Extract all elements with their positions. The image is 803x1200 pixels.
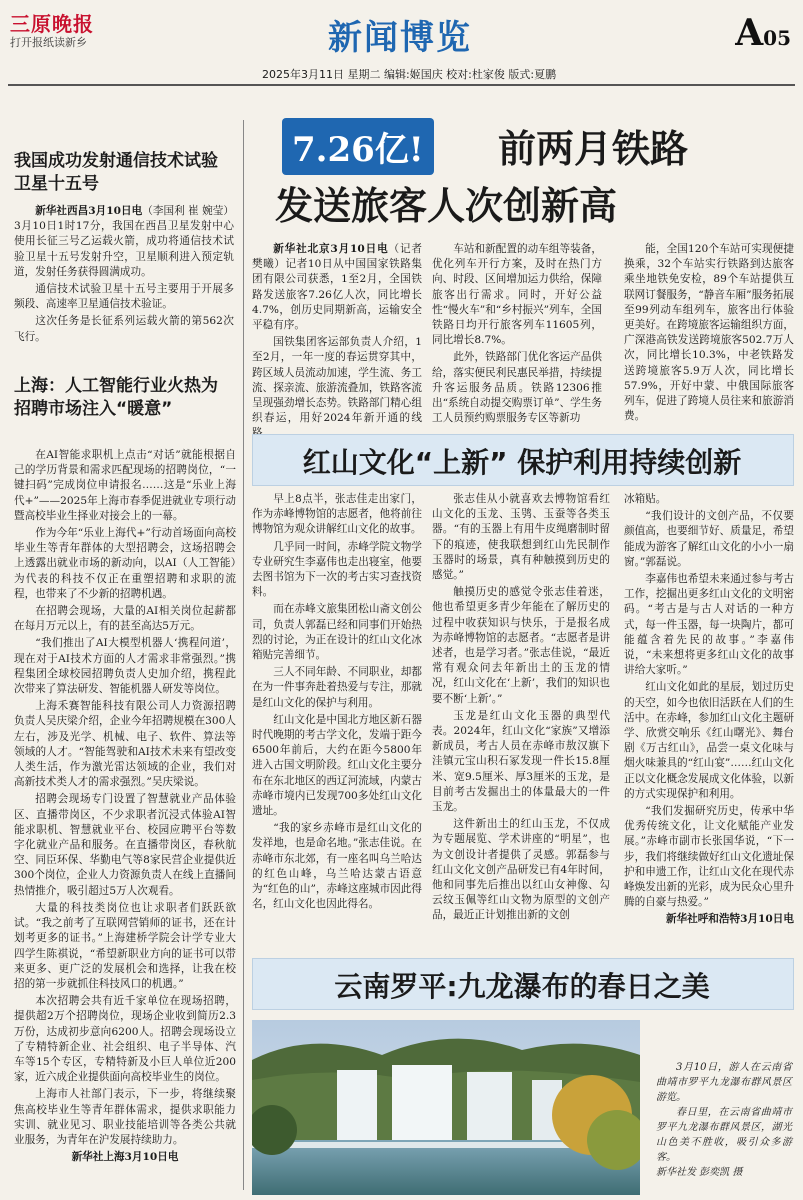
main3-title: 云南罗平:九龙瀑布的春日之美	[334, 970, 710, 1003]
headline-line1: 前两月铁路	[498, 127, 689, 171]
masthead-slogan: 打开报纸读新乡	[10, 36, 87, 49]
header-rule	[8, 84, 795, 86]
caption-byline: 新华社发 彭奕凯 摄	[656, 1167, 743, 1178]
main1-col1-t0: （记者 樊曦）记者10日从中国国家铁路集团有限公司获悉，1至2月，全国铁路发送旅客7.26亿人次，同比增长4.7%，创历史同期新高，运输安全平稳有序。	[252, 243, 422, 332]
main2-col2-p1: 触摸历史的感觉令张志佳着迷，他也希望更多青少年能在了解历史的过程中收获知识与快乐，于是报名成为赤峰博物馆的志愿者。“志愿者是讲述者，也是学习者。”张志佳说，“最近常有观众问去年新出土的玉龙的情况，红山文化在‘上新’，我们的知识也要不断‘上新’。”	[432, 586, 610, 705]
side1-lead: 新华社西昌3月10日电	[35, 205, 143, 217]
main1-col3-p0: 能，全国120个车站可实现便捷换乘，32个车站实行铁路到达旅客乘坐地铁免安检，89个车站提供互联网订餐服务，“静音车厢”服务拓展至99列动车组列车，旅客出行体验更美好。在跨境旅客运输组织方面，广深港高铁发送跨境旅客502.7万人次，同比增长10.3%，中老铁路发送跨境旅客5.9万人次，同比增长57.9%，开好中蒙、中俄国际旅客列车，促进了跨境人员往来和旅游消费。	[624, 243, 794, 423]
main2-col3-p1: “我们设计的文创产品，不仅要颜值高，也要细节好、质量足，希望能成为游客了解红山文化的小小一扇窗。”郭磊说。	[624, 510, 794, 568]
main1-lead: 新华社北京3月10日电	[273, 243, 389, 255]
side1-p1: 通信技术试验卫星十五号主要用于开展多频段、高速率卫星通信技术验证。	[14, 283, 234, 311]
main2-col1-p1: 几乎同一时间，赤峰学院文物学专业研究生李嘉伟也走出寝室，他要去图书馆为下一次的考古实习查找资料。	[252, 540, 422, 599]
main2-col3	[624, 492, 794, 930]
main1-col1-p1: 国铁集团客运部负责人介绍，1至2月，一年一度的春运贯穿其中，跨区域人员流动加速，学生流、务工流、探亲流、旅游流叠加，铁路客流呈现强劲增长态势。铁路部门精心组织春运，用好2024年新开通的线	[252, 336, 422, 425]
side2-p7: 本次招聘会共有近千家单位在现场招聘，提供超2万个招聘岗位，现场企业收到简历2.3万份，达成初步意向6200人。招聘会现场设立了专精特新企业、社会组织、电子半导体、汽车等15个专区，专精特新及小巨人单位近200家，近六成企业提供面向高校毕业生的岗位。	[14, 995, 236, 1084]
main1-col2-p1: 此外，铁路部门优化客运产品供给，落实便民利民惠民举措，持续提升客运服务品质。铁路12306推出“系统自动提交购票订单”、学生务工人员预约购票服务专区等新功	[432, 351, 602, 425]
photo-caption	[656, 1060, 792, 1180]
side1-title: 我国成功发射通信技术试验卫星十五号	[14, 151, 218, 194]
side2-p6: 大量的科技类岗位也让求职者们跃跃欲试。“我之前考了互联网营销师的证书，还在计划考更多的证书。”上海建桥学院会计学专业大四学生陈祺说，“希望新职业方向的证书可以带来更多、更广泛的发展机会和选择，让我在校招的第一步就抓住科技风口的机遇。”	[14, 901, 236, 990]
side2-title: 上海：人工智能行业火热为招聘市场注入“暖意”	[14, 376, 218, 419]
side1-p0: （李国利 崔 婉莹）3月10日1时17分，我国在西昌卫星发射中心使用长征三号乙运载火箭，成功将通信技术试验卫星十五号发射升空，卫星顺利进入预定轨道，发射任务获得圆满成功。	[14, 205, 234, 278]
main1-col3	[624, 242, 794, 426]
column-divider	[243, 120, 244, 1190]
side2-p4: 上海禾赛智能科技有限公司人力资源招聘负责人吴庆梁介绍，企业今年招聘规模在300人左右，涉及光学、机械、电子、软件、算法等领域的人才。“智能驾驶和AI技术未来有望改变人类生活，作为激光雷达领域的企业，我们对高新技术类人才的需求强烈。”吴庆梁说。	[14, 700, 236, 789]
waterfall-photo	[252, 1020, 640, 1195]
headline-line2: 发送旅客人次创新高	[275, 184, 618, 228]
headline-number: 7.26亿!	[282, 118, 434, 175]
main2-col1-p2: 而在赤峰文旅集团松山斋文创公司，负责人郭磊已经和同事们开始热烈的讨论，为正在设计的红山文化冰箱贴完善细节。	[252, 603, 422, 662]
main2-col2	[432, 492, 610, 926]
main2-col3-p0: 冰箱贴。	[624, 493, 667, 505]
section-title: 新闻博览	[328, 18, 472, 58]
page-letter: A	[735, 12, 764, 54]
main1-col2-p0: 车站和新配置的动车组等装备，优化列车开行方案，及时在热门方向、时段、区间增加运力供给，保障旅客出行需求。同时，开好公益性“慢火车”和“乡村振兴”列车，全国铁路日均开行旅客列车11605列，同比增长8.7%。	[432, 243, 602, 347]
side1-paragraph	[14, 204, 234, 280]
main2-col2-p3: 这件新出土的红山玉龙，不仅成为专题展览、学术讲座的“明星”，也为文创设计者提供了灵感。郭磊参与红山文化文创产品研发已有4年时间，他和同事先后推出以红山女神像、勾云纹玉佩等红山文物为原型的文创产品，最近正计划推出新的文创	[432, 818, 610, 922]
side2-p3: “我们推出了AI大模型机器人‘携程问道’，现在对于AI技术方面的人才需求非常强烈。”携程集团全球校园招聘负责人史加介绍，携程此次带来了算法研发、智能机器人研发等岗位。	[14, 637, 236, 696]
page-number	[735, 12, 791, 54]
main1-col1-p0	[252, 242, 422, 333]
page-digits: 05	[763, 26, 791, 50]
main2-byline: 新华社呼和浩特3月10日电	[665, 913, 794, 926]
main2-col1-p5: “我的家乡赤峰市是红山文化的发祥地，也是命名地。”张志佳说。在赤峰市东北郊，有一座名叫乌兰哈达的红色山峰，乌兰哈达蒙古语意为“红色的山”，赤峰这座城市因此得名，红山文化也因此得名。	[252, 822, 422, 911]
main1-col1	[252, 242, 422, 444]
main2-col1-p4: 红山文化是中国北方地区新石器时代晚期的考古学文化，发端于距今6500年前后，大约在距今5800年进入古国文明阶段。红山文化主要分布在东北地区的西辽河流域，内蒙古赤峰市境内已发现700多处红山文化遗址。	[252, 713, 422, 818]
side1-body	[14, 204, 234, 347]
side2-p8: 上海市人社部门表示，下一步，将继续聚焦高校毕业生等青年群体需求，提供求职能力实训、就业见习、职业技能培训等各类公共就业服务，为青年在沪发展持续助力。	[14, 1088, 236, 1146]
main2-col3-p3: 红山文化如此的星辰，划过历史的天空，如今也依旧活跃在人们的生活中。在赤峰，参加红山文化主题研学、欣赏交响乐《红山曙光》、舞台剧《万古红山》，品尝一桌文化味与烟火味兼具的“红山宴”……红山文化正以文化概念发展成文化体验，以新的方式实现保护和利用。	[624, 681, 794, 800]
side2-body	[14, 448, 236, 1167]
main2-col1-p3: 三人不同年龄、不同职业，却都在为一件事奔赴着热爱与专注，那就是红山文化的保护与利用。	[252, 666, 422, 709]
main2-col2-p0: 张志佳从小就喜欢去博物馆看红山文化的玉龙、玉鸮、玉蚕等各类玉器。“有的玉器上有用牛皮绳磨制时留下的痕迹，使我联想到红山先民制作玉器时的场景，真有种触摸到历史的感觉。”	[432, 493, 610, 582]
side1-p2: 这次任务是长征系列运载火箭的第562次飞行。	[14, 315, 234, 343]
side2-p5: 招聘会现场专门设置了智慧就业产品体验区、直播带岗区，不少求职者沉浸式体验AI智能求职机、智慧就业平台、校园应聘平台等数字化就业产品和服务。在直播带岗区，春秋航空、同臣环保、华勤电气等8家民营企业提供近300个岗位，企业人力资源负责人在线上直播间热情推介，吸引超过5万人次观看。	[14, 793, 236, 897]
dateline: 2025年3月11日 星期二 编辑:姬国庆 校对:杜家俊 版式:夏鹏	[262, 68, 557, 81]
main2-title: 红山文化“上新” 保护利用持续创新	[302, 446, 742, 479]
side2-p0: 在AI智能求职机上点击“对话”就能根据自己的学历背景和需求匹配现场的招聘岗位，“一键扫码”完成岗位申请报名……这是“乐业上海代+”——2025年上海市春季促进就业专项行动暨高校毕业生择业对接会上的一幕。	[14, 449, 236, 522]
main2-col1-p0: 早上8点半，张志佳走出家门，作为赤峰博物馆的志愿者，他将前往博物馆为观众讲解红山文化的故事。	[252, 493, 422, 536]
side2-p1: 作为今年“乐业上海代+”行动首场面向高校毕业生等青年群体的大型招聘会，这场招聘会上透露出就业市场的新动向，以AI（人工智能）为代表的科技不仅正在重塑招聘和求职的流程，也带来了不少新的招聘机遇。	[14, 527, 236, 600]
main2-col1	[252, 492, 422, 914]
main2-col3-p4: “我们发掘研究历史，传承中华优秀传统文化，让文化赋能产业发展。”赤峰市副市长张国华说，“下一步，我们将继续做好红山文化遗址保护和申遗工作，让红山文化在现代赤峰焕发出新的光彩，成为民众心里升腾的自豪与热爱。”	[624, 805, 794, 909]
side2-p2: 在招聘会现场，大量的AI相关岗位起薪都在每月万元以上，有的甚至高达5万元。	[14, 605, 236, 633]
caption-p1: 春日里，在云南省曲靖市罗平九龙瀑布群风景区，湖光山色美不胜收，吸引众多游客。	[656, 1107, 792, 1163]
side2-byline: 新华社上海3月10日电	[71, 1151, 179, 1164]
masthead-logo: 三原晚报	[10, 12, 94, 36]
waterfall-illustration	[252, 1020, 640, 1195]
caption-p0: 3月10日，游人在云南省曲靖市罗平九龙瀑布群风景区游览。	[656, 1062, 792, 1103]
main2-col2-p2: 玉龙是红山文化玉器的典型代表。2024年，红山文化“家族”又增添新成员，考古人员在赤峰市敖汉旗下洼镇元宝山积石冢发现一件长15.8厘米、宽9.5厘米、厚3厘米的玉龙，是目前考古发掘出土的体量最大的一件玉龙。	[432, 709, 610, 814]
main1-col2	[432, 242, 602, 428]
main2-col3-p2: 李嘉伟也希望未来通过参与考古工作，挖掘出更多红山文化的文明密码。“考古是与古人对话的一种方式，每一件玉器，每一块陶片，都可能蕴含着先民的故事。”李嘉伟说，“未来想将更多红山文化的故事讲给大家听。”	[624, 573, 794, 677]
